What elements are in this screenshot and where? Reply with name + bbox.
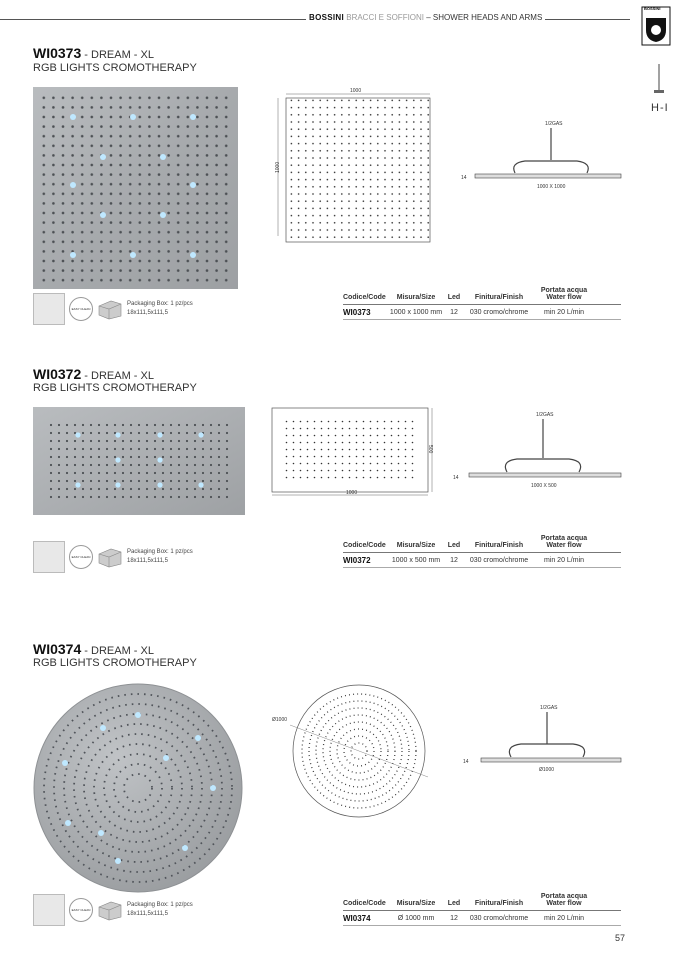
badge-label: EASY CLEAN xyxy=(71,555,91,559)
drawing-width-label: 1000 xyxy=(350,88,362,94)
page-number: 57 xyxy=(615,933,626,943)
col-led-header: Led xyxy=(447,294,461,301)
spec-table xyxy=(343,888,621,926)
technical-drawing-side-view xyxy=(455,702,625,774)
drawing-depth-label: 14 xyxy=(453,475,459,481)
product-code: WI0373 xyxy=(33,45,82,61)
row-flow: min 20 L/min xyxy=(543,556,585,564)
product-subtitle: RGB LIGHTS CROMOTHERAPY xyxy=(33,62,197,74)
side-tab-label: H-I xyxy=(651,102,669,114)
header-brand: BOSSINI xyxy=(309,13,344,22)
col-flow-header xyxy=(534,893,594,907)
col-finish-header: Finitura/Finish xyxy=(474,294,524,301)
spec-table-header xyxy=(343,282,621,304)
easy-clean-badge-icon xyxy=(69,545,93,569)
drawing-height-label: 1000 xyxy=(275,161,281,173)
bossini-logo-icon xyxy=(641,6,671,46)
product-subtitle: RGB LIGHTS CROMOTHERAPY xyxy=(33,657,197,669)
nozzle-thumbnail xyxy=(33,293,65,325)
shower-arm-icon xyxy=(653,64,665,100)
row-finish: 030 cromo/chrome xyxy=(469,308,529,316)
drawing-height-label: 500 xyxy=(427,445,433,454)
row-code: WI0373 xyxy=(343,307,371,317)
spec-table xyxy=(343,530,621,568)
col-code-header: Codice/Code xyxy=(343,294,386,301)
col-size-header: Misura/Size xyxy=(396,900,436,907)
row-led: 12 xyxy=(450,914,458,922)
table-row xyxy=(343,910,621,926)
product-photo-rectangle xyxy=(33,407,245,515)
drawing-connection-label: 1/2GAS xyxy=(536,412,554,418)
packaging-line-2: 18x111,5x111,5 xyxy=(127,558,168,564)
header-subcategory: – SHOWER HEADS AND ARMS xyxy=(424,13,543,22)
row-flow: min 20 L/min xyxy=(543,308,585,316)
product-name: - DREAM - XL xyxy=(81,49,154,61)
product-title xyxy=(33,45,154,61)
packaging-line-1: Packaging Box: 1 pz/pcs xyxy=(127,301,193,307)
flow-header-line-1: Portata acqua xyxy=(540,535,588,542)
flow-header-line-1: Portata acqua xyxy=(540,287,588,294)
drawing-diameter-label: Ø1000 xyxy=(272,717,288,723)
flow-header-line-2: Water flow xyxy=(546,900,582,907)
row-size: Ø 1000 mm xyxy=(397,914,435,922)
col-flow-header xyxy=(534,535,594,549)
nozzle-thumbnail xyxy=(33,541,65,573)
flow-header-line-2: Water flow xyxy=(546,542,582,549)
product-title xyxy=(33,641,154,657)
col-code-header: Codice/Code xyxy=(343,900,386,907)
packaging-info xyxy=(33,894,193,926)
col-led-header: Led xyxy=(447,542,461,549)
col-code-header: Codice/Code xyxy=(343,542,386,549)
easy-clean-badge-icon xyxy=(69,898,93,922)
drawing-side-dimension: 1000 X 1000 xyxy=(537,184,566,190)
drawing-connection-label: 1/2GAS xyxy=(540,705,558,711)
technical-drawing-top-view xyxy=(268,86,438,246)
spec-table xyxy=(343,282,621,320)
drawing-depth-label: 14 xyxy=(463,759,469,765)
packaging-info xyxy=(33,541,193,573)
table-row xyxy=(343,304,621,320)
row-flow: min 20 L/min xyxy=(543,914,585,922)
header-title xyxy=(306,13,545,22)
spec-table-header xyxy=(343,888,621,910)
product-photo-round xyxy=(33,683,243,893)
product-subtitle: RGB LIGHTS CROMOTHERAPY xyxy=(33,382,197,394)
product-code: WI0374 xyxy=(33,641,82,657)
row-code: WI0372 xyxy=(343,555,371,565)
drawing-side-dimension: Ø1000 xyxy=(539,767,555,773)
header-category: BRACCI E SOFFIONI xyxy=(346,13,425,22)
technical-drawing-side-view xyxy=(451,410,626,492)
badge-label: EASY CLEAN xyxy=(71,908,91,912)
row-code: WI0374 xyxy=(343,913,371,923)
packaging-box-icon xyxy=(97,546,123,568)
row-size: 1000 x 1000 mm xyxy=(389,308,443,316)
spec-table-header xyxy=(343,530,621,552)
flow-header-line-1: Portata acqua xyxy=(540,893,588,900)
product-code: WI0372 xyxy=(33,366,82,382)
row-finish: 030 cromo/chrome xyxy=(469,914,529,922)
badge-label: EASY CLEAN xyxy=(71,307,91,311)
packaging-line-1: Packaging Box: 1 pz/pcs xyxy=(127,902,193,908)
product-photo-square xyxy=(33,87,238,289)
packaging-line-2: 18x111,5x111,5 xyxy=(127,911,168,917)
drawing-depth-label: 14 xyxy=(461,175,467,181)
col-size-header: Misura/Size xyxy=(396,542,436,549)
logo-text: BOSSINI xyxy=(644,6,661,11)
row-led: 12 xyxy=(450,556,458,564)
easy-clean-badge-icon xyxy=(69,297,93,321)
drawing-connection-label: 1/2GAS xyxy=(545,121,563,127)
flow-header-line-2: Water flow xyxy=(546,294,582,301)
packaging-line-2: 18x111,5x111,5 xyxy=(127,310,168,316)
packaging-box-icon xyxy=(97,298,123,320)
col-finish-header: Finitura/Finish xyxy=(474,900,524,907)
nozzle-thumbnail xyxy=(33,894,65,926)
packaging-info xyxy=(33,293,193,325)
col-finish-header: Finitura/Finish xyxy=(474,542,524,549)
packaging-line-1: Packaging Box: 1 pz/pcs xyxy=(127,549,193,555)
product-name: - DREAM - XL xyxy=(81,370,154,382)
drawing-width-label: 1000 xyxy=(346,490,358,496)
row-size: 1000 x 500 mm xyxy=(391,556,441,564)
technical-drawing-top-view xyxy=(270,683,440,818)
col-led-header: Led xyxy=(447,900,461,907)
product-title xyxy=(33,366,154,382)
drawing-side-dimension: 1000 X 500 xyxy=(531,483,557,489)
col-size-header: Misura/Size xyxy=(396,294,436,301)
product-name: - DREAM - XL xyxy=(81,645,154,657)
col-flow-header xyxy=(534,287,594,301)
row-led: 12 xyxy=(450,308,458,316)
packaging-box-icon xyxy=(97,899,123,921)
row-finish: 030 cromo/chrome xyxy=(469,556,529,564)
technical-drawing-side-view xyxy=(455,118,625,193)
table-row xyxy=(343,552,621,568)
technical-drawing-top-view xyxy=(266,404,441,499)
